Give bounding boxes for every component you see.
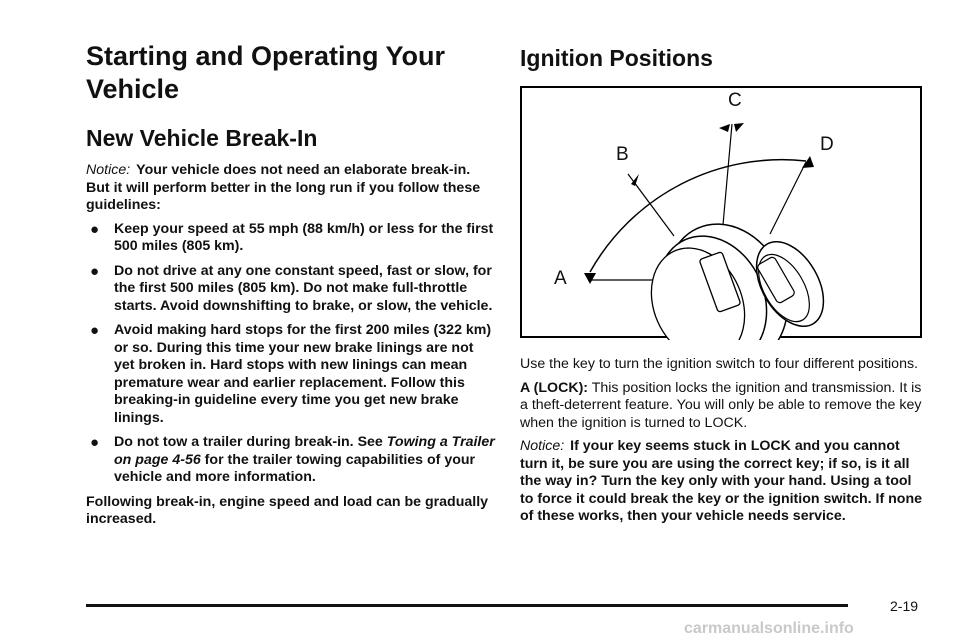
notice-label: Notice:: [520, 438, 565, 454]
lock-text: This position locks the ignition and transmission. It is a theft-deterrent feature. You will only be able to remove the key when the ignition is turned to LOCK.: [520, 379, 922, 431]
position-label-a: A: [554, 268, 567, 289]
lock-paragraph: [520, 380, 924, 433]
ignition-switch-illustration: [522, 88, 924, 340]
left-column: [86, 40, 496, 535]
notice-paragraph: [86, 162, 496, 215]
intro-paragraph: Use the key to turn the ignition switch to four different positions.: [520, 356, 918, 372]
section-title-ignition: Ignition Positions: [520, 45, 713, 71]
list-item: ● Avoid making hard stops for the first 200 miles (322 km) or so. During this time your new brake linings are not yet broken in. Hard stops with new linings can mean premature wear and earlier replacement. Follow this breaking-in guideline every time you get new brake linings.: [90, 322, 492, 426]
position-label-c: C: [728, 90, 742, 111]
guidelines-list: [86, 221, 496, 487]
position-label-b: B: [616, 144, 629, 165]
page-title: Starting and Operating Your Vehicle: [86, 41, 446, 104]
lock-label: A (LOCK):: [520, 379, 589, 396]
list-item: ● Keep your speed at 55 mph (88 km/h) or less for the first 500 miles (805 km).: [90, 220, 494, 254]
ignition-diagram: [520, 86, 922, 338]
notice-text: If your key seems stuck in LOCK and you cannot turn it, be sure you are using the correct key; if so, is it all the way in? Turn the key only with your hand. Using a tool to force it could break the key or the ignition switch. If none of these works, then your vehicle needs service.: [520, 438, 923, 524]
towing-reference-link[interactable]: Towing a Trailer on page 4-56: [114, 434, 495, 468]
closing-paragraph: Following break-in, engine speed and load can be gradually increased.: [86, 493, 489, 527]
bullet-icon: ●: [90, 322, 100, 339]
list-item: ● Do not drive at any one constant speed, fast or slow, for the first 500 miles (805 km). Do not make full-throttle starts. Avoid downshifting to brake, or slow, the vehicle.: [90, 262, 493, 314]
bullet-icon: ●: [90, 220, 100, 238]
page-number: 2-19: [890, 598, 919, 614]
watermark: carmanualsonline.info: [684, 620, 854, 637]
lock-notice-paragraph: [520, 438, 924, 526]
notice-label: Notice:: [86, 162, 131, 178]
list-item: ● Do not tow a trailer during break-in. See Towing a Trailer on page 4-56 for the trailer towing capabilities of your vehicle and more information.: [90, 434, 495, 485]
footer-rule: [86, 604, 848, 607]
bullet-icon: ●: [90, 262, 100, 280]
notice-text: Your vehicle does not need an elaborate break-in. But it will perform better in the long run if you follow these guidelines:: [86, 162, 481, 213]
position-label-d: D: [820, 134, 834, 155]
section-title-break-in: New Vehicle Break-In: [86, 125, 318, 151]
bullet-icon: ●: [90, 434, 100, 451]
right-column: [520, 44, 924, 532]
